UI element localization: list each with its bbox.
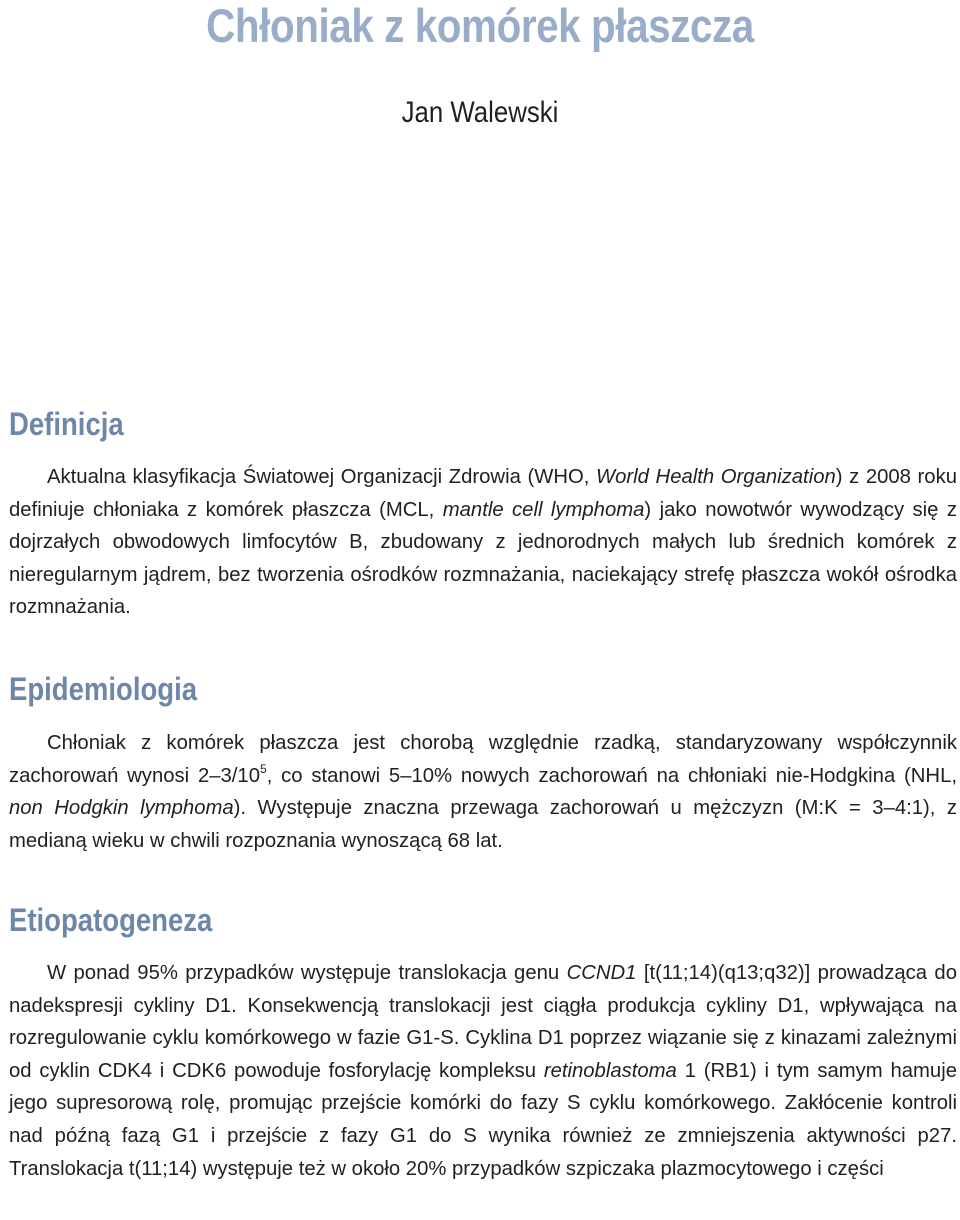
etiopatogeneza-term-retinoblastoma: retinoblastoma <box>543 1059 677 1082</box>
document-title: Chłoniak z komórek płaszcza <box>206 0 754 52</box>
epidemiologia-exponent: 5 <box>260 761 267 776</box>
etiopatogeneza-term-ccnd1: CCND1 <box>566 962 637 984</box>
definicja-term-who: World Health Organization <box>596 466 836 488</box>
etiopatogeneza-text-2: [t(11;14)(q13;q32)] prowadząca do nadekspresji cykliny D1. Konsekwencją translokacji jest ciągła produkcja cykliny D1, wpływająca na rozregulowanie cyklu komórkowego w fazie G1-S. Cyklina D1 poprzez wiązanie się z kinazami zależnymi od cyklin CDK4 i CDK6 powoduje fosforylację kompleksu <box>9 962 957 1082</box>
epidemiologia-text-3: ). Występuje znaczna przewaga zachorowań u mężczyzn (M:K = 3–4:1), z medianą wieku w chwili rozpoznania wynoszącą 68 lat. <box>9 797 957 852</box>
epidemiologia-text-1: Chłoniak z komórek płaszcza jest chorobą względnie rzadką, standaryzowany współczynnik zachorowań wynosi 2–3/10 <box>9 732 957 787</box>
definicja-text-1: Aktualna klasyfikacja Światowej Organizacji Zdrowia (WHO, <box>47 466 596 488</box>
epidemiologia-term-nhl: non Hodgkin lymphoma <box>9 797 234 820</box>
section-heading-epidemiologia: Epidemiologia <box>9 671 198 707</box>
definicja-term-mcl: mantle cell lymphoma <box>442 498 645 521</box>
section-heading-definicja: Definicja <box>9 406 124 442</box>
etiopatogeneza-text-3: 1 (RB1) i tym samym hamuje jego supresorową rolę, promując przejście komórki do fazy S cyklu komórkowego. Zakłócenie kontroli nad późną fazą G1 i przejście z fazy G1 do S wynika również ze zmniejszenia aktywności p27. Translokacja t(11;14) występuje też w około 20% przypadków szpiczaka plazmocytowego i części <box>9 1059 957 1180</box>
author-name: Jan Walewski <box>401 96 559 129</box>
etiopatogeneza-text-1: W ponad 95% przypadków występuje translokacja genu <box>47 962 567 984</box>
definicja-text-3: ) jako nowotwór wywodzący się z dojrzałych obwodowych limfocytów B, zbudowany z jednorodnych małych lub średnich komórek z nieregularnym jądrem, bez tworzenia ośrodków rozmnażania, naciekający strefę płaszcza wokół ośrodka rozmnażania. <box>9 498 957 619</box>
etiopatogeneza-paragraph <box>9 957 957 1185</box>
definicja-text-2: ) z 2008 roku definiuje chłoniaka z komórek płaszcza (MCL, <box>9 466 957 521</box>
epidemiologia-paragraph <box>9 727 957 857</box>
definicja-paragraph <box>9 461 957 624</box>
epidemiologia-text-2: , co stanowi 5–10% nowych zachorowań na chłoniaki nie-Hodgkina (NHL, <box>266 764 957 787</box>
section-heading-etiopatogeneza: Etiopatogeneza <box>9 902 213 938</box>
